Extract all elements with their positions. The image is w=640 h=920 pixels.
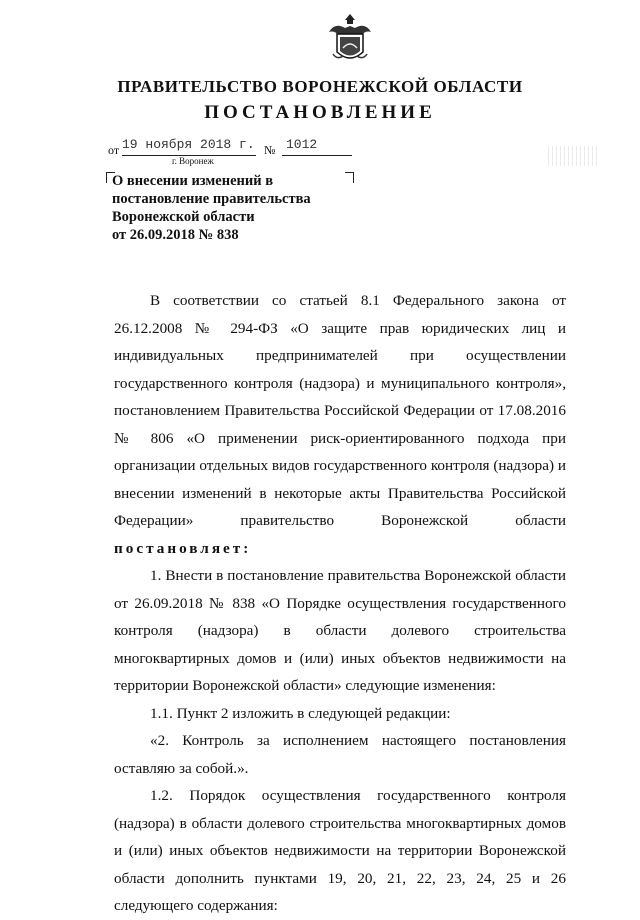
date-from-label: от (108, 143, 120, 157)
subject-line: от 26.09.2018 № 838 (112, 227, 239, 243)
number-underline (282, 155, 352, 156)
subject-line: Воронежской области (112, 209, 255, 225)
paragraph-1-1: 1.1. Пункт 2 изложить в следующей редакции: (150, 704, 451, 722)
document-body (114, 287, 566, 920)
scan-artifact (548, 146, 598, 166)
preamble-text: В соответствии со статьей 8.1 Федерального закона от 26.12.2008 № 294-ФЗ «О защите прав юридических лиц и индивидуальных предпринимателей при осуществлении государственного контроля (надзора) и муниципального контроля», постановлением Правительства Российской Федерации от 17.08.2016 № 806 «О применении риск-ориентированного подхода при организации отдельных видов государственного контроля (надзора) и внесении изменений в некоторые акты Правительства Российской Федерации» правительство Воронежской области (114, 292, 566, 529)
document-type: ПОСТАНОВЛЕНИЕ (204, 102, 436, 123)
coat-of-arms-icon (325, 10, 375, 70)
resolves-word: постановляет: (114, 539, 252, 557)
city-label: г. Воронеж (172, 156, 214, 166)
number-label: № (264, 143, 276, 157)
paragraph-preamble (114, 287, 566, 562)
paragraph-quote: «2. Контроль за исполнением настоящего постановления оставляю за собой.». (114, 732, 566, 777)
paragraph-1-2: 1.2. Порядок осуществления государственного контроля (надзора) в области долевого строительства многоквартирных домов и (или) иных объектов недвижимости на территории Воронежской области дополнить пунктами 19, 20, 21, 22, 23, 24, 25 и 26 следующего содержания: (114, 787, 566, 914)
organization-title: ПРАВИТЕЛЬСТВО ВОРОНЕЖСКОЙ ОБЛАСТИ (117, 77, 523, 96)
document-date: 19 ноября 2018 г. (122, 137, 255, 152)
document-number: 1012 (286, 137, 318, 152)
document-subject (112, 172, 372, 244)
date-number-line (108, 137, 368, 159)
subject-line: постановление правительства (112, 191, 311, 207)
subject-line: О внесении изменений в (112, 173, 274, 189)
paragraph-1: 1. Внести в постановление правительства Воронежской области от 26.09.2018 № 838 «О Порядке осуществления государственного контроля (надзора) в области долевого строительства многоквартирных домов и (или) иных объектов недвижимости на территории Воронежской области» следующие изменения: (114, 567, 566, 694)
